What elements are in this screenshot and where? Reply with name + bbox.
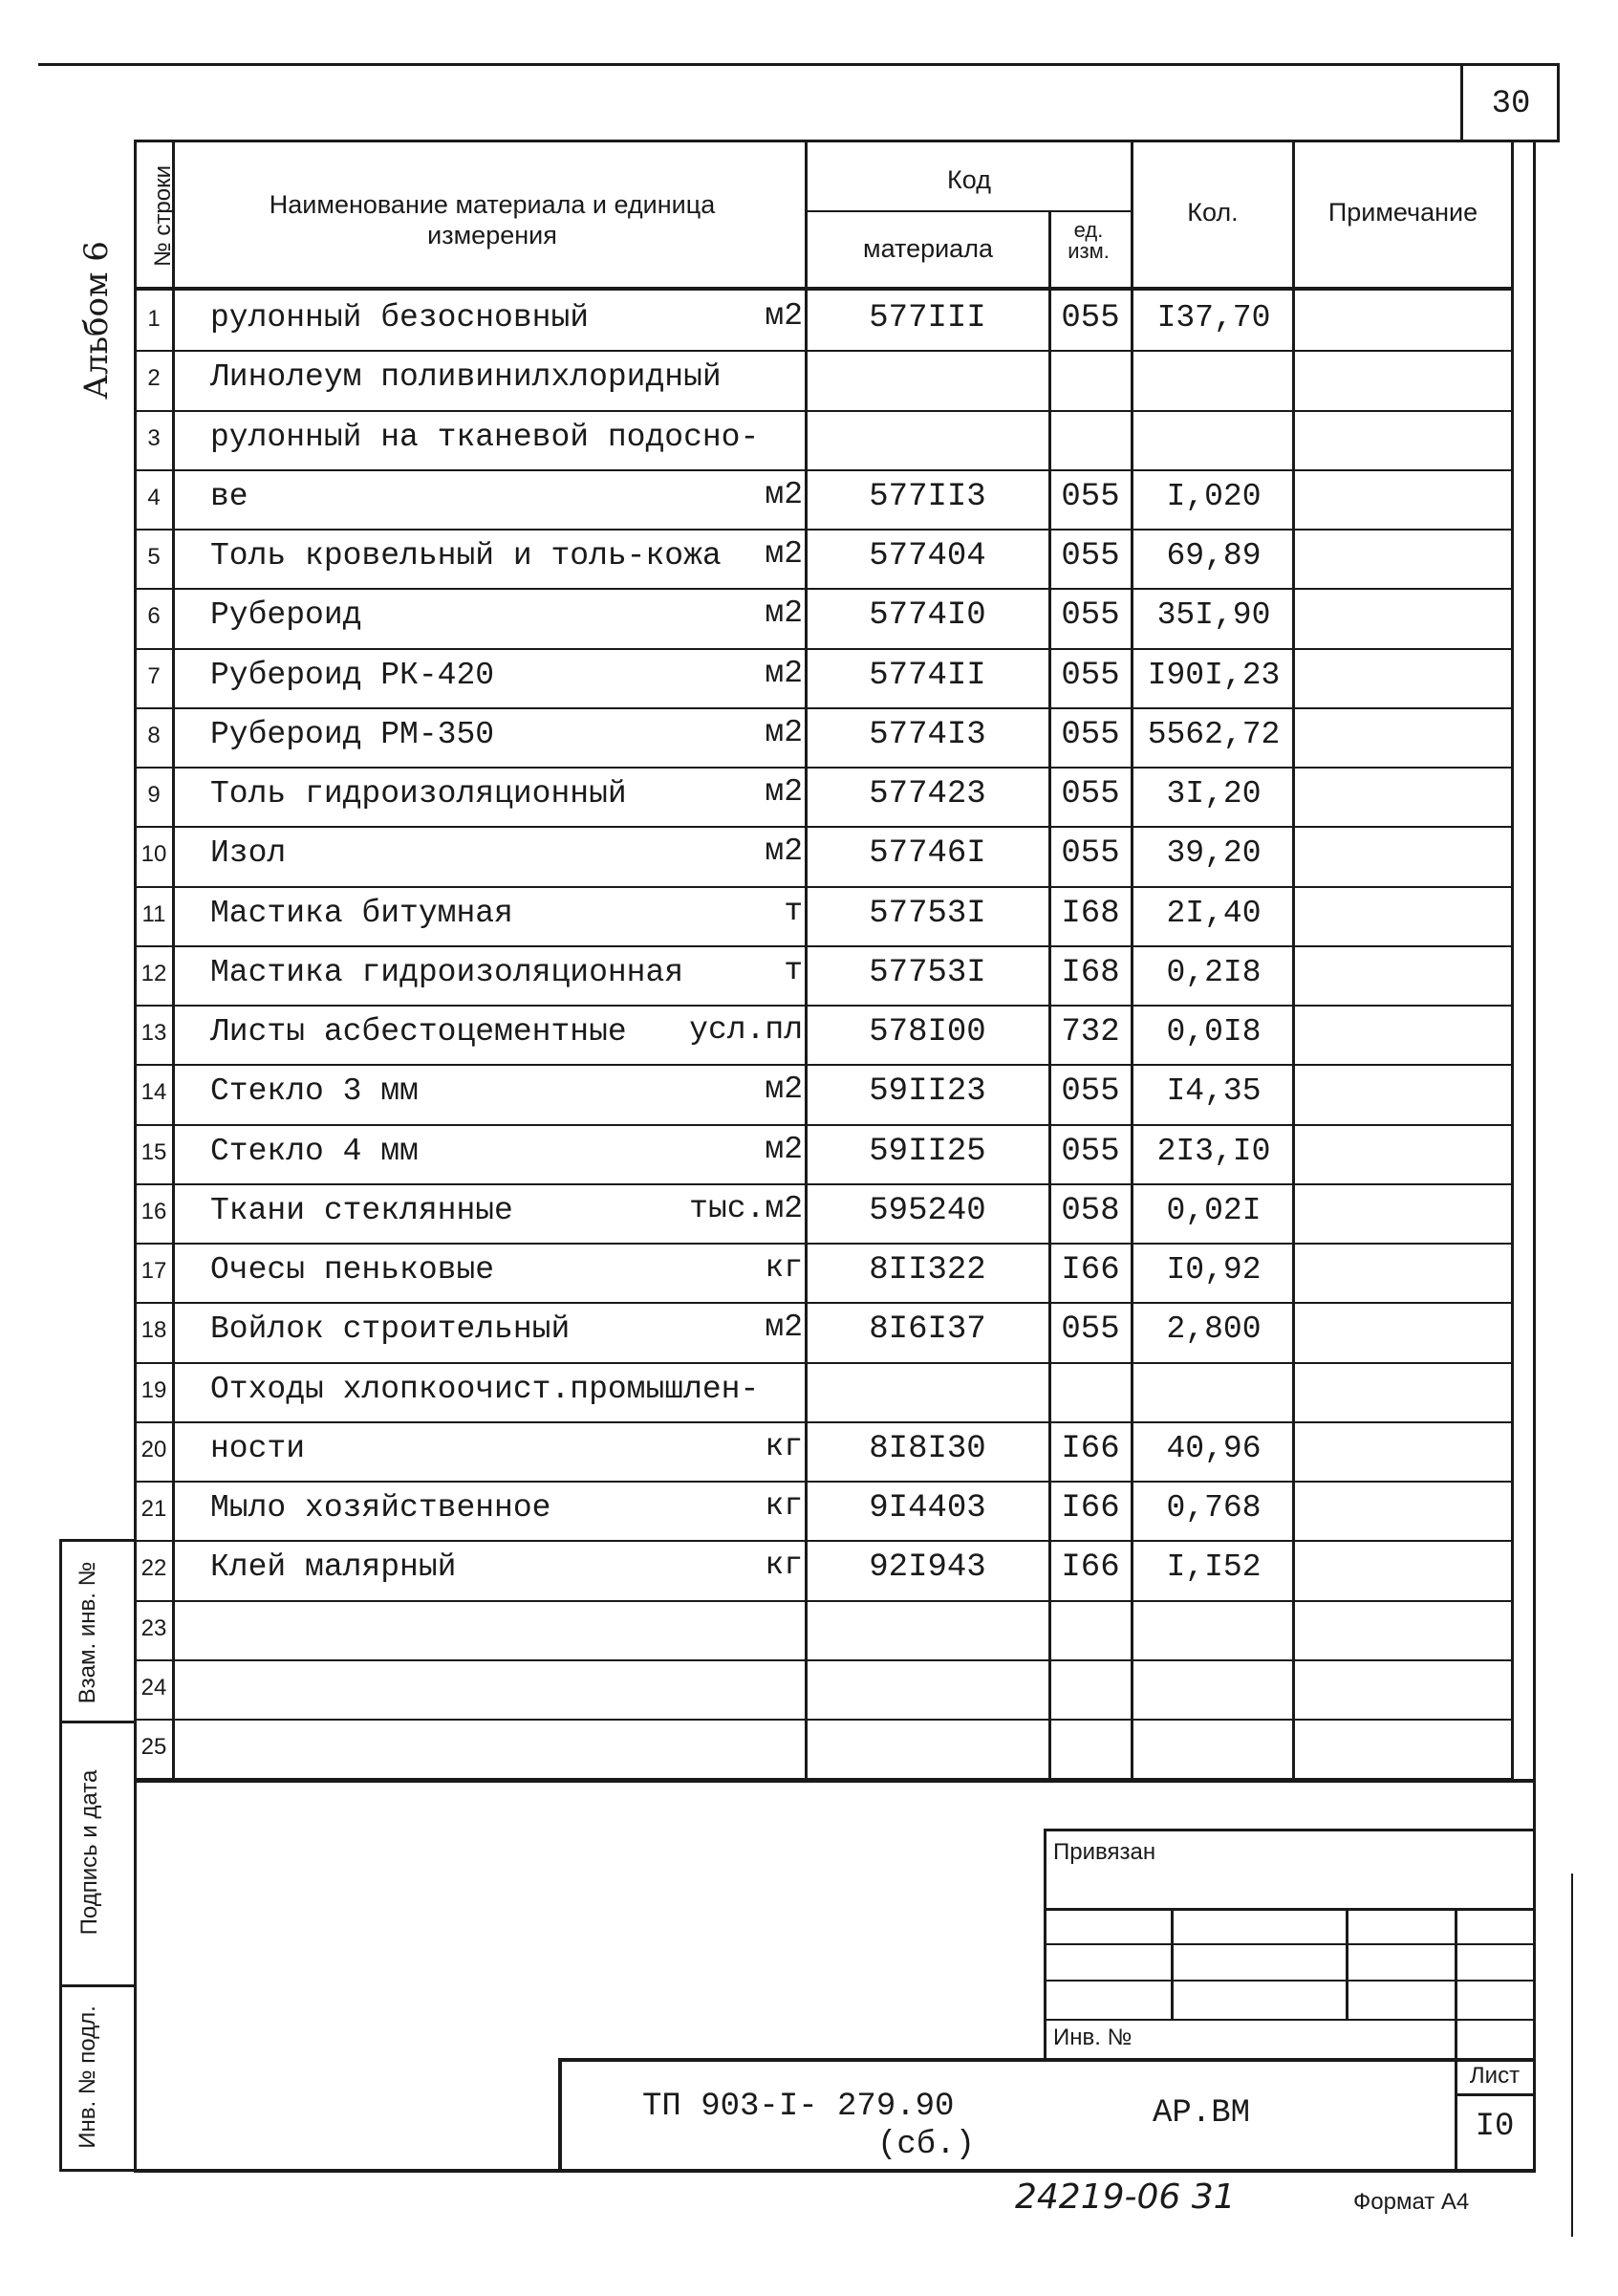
row-number: 18 [140, 1317, 167, 1343]
unit-code: I66 [1061, 1252, 1120, 1289]
table-top-line [134, 140, 1560, 142]
material-unit: кг [765, 1488, 803, 1524]
row-separator [134, 826, 1514, 828]
material-code: 59II25 [869, 1134, 986, 1170]
quantity: 0,2I8 [1166, 955, 1262, 990]
row-number: 13 [140, 1020, 167, 1046]
inv-no-label: Инв. № [1053, 2025, 1133, 2050]
material-code: 577423 [869, 776, 986, 812]
row-number: 22 [140, 1555, 167, 1581]
row-separator [134, 1302, 1514, 1304]
row-separator [134, 1421, 1514, 1423]
unit-code: I66 [1061, 1549, 1120, 1586]
material-unit: тыс.м2 [689, 1191, 803, 1226]
material-unit: м2 [765, 656, 803, 691]
row-number: 11 [141, 901, 166, 927]
quantity: I,020 [1166, 479, 1262, 514]
material-name: Отходы хлопкоочист.промышлен- [210, 1372, 760, 1407]
material-name: Рубероид РМ-350 [210, 717, 495, 752]
row-separator [134, 1659, 1514, 1661]
material-unit: м2 [765, 596, 803, 631]
privyazan-row2 [1044, 1943, 1533, 1945]
material-code: 577III [869, 300, 986, 336]
header-row-no: № строки [150, 165, 176, 268]
sheet-label: Лист [1469, 2063, 1521, 2089]
quantity: 2I,40 [1166, 896, 1262, 931]
material-code: 57753I [869, 896, 986, 932]
side-inv-podl: Инв. № подл. [75, 2005, 100, 2149]
page-number-box-right [1557, 63, 1560, 140]
row-separator [134, 1481, 1514, 1483]
material-unit: м2 [765, 298, 803, 334]
material-name: Толь гидроизоляционный [210, 776, 627, 812]
format-label: Формат А4 [1353, 2189, 1470, 2215]
row-separator [134, 1540, 1514, 1542]
row-separator [134, 1183, 1514, 1185]
quantity: 0,0I8 [1166, 1014, 1262, 1050]
row-separator [134, 707, 1514, 709]
material-name: ности [210, 1431, 306, 1466]
unit-code: I66 [1061, 1431, 1120, 1467]
row-number: 16 [140, 1199, 167, 1224]
privyazan-col2 [1346, 1908, 1348, 2019]
quantity: I0,92 [1166, 1252, 1262, 1288]
unit-code: 055 [1061, 479, 1120, 515]
material-unit: м2 [765, 834, 803, 869]
doc-sub: (сб.) [877, 2127, 976, 2163]
row-number: 9 [147, 782, 161, 808]
row-separator [134, 410, 1514, 412]
material-code: 8II322 [869, 1252, 986, 1289]
unit-code: 055 [1061, 1311, 1120, 1348]
quantity: 35I,90 [1156, 597, 1271, 633]
col-code-right [1048, 210, 1051, 1779]
quantity: 3I,20 [1166, 776, 1262, 812]
material-name: Мастика гидроизоляционная [210, 955, 684, 990]
row-number: 10 [140, 841, 167, 867]
row-number: 20 [140, 1437, 167, 1462]
quantity: 2I3,I0 [1156, 1134, 1271, 1169]
col-name-right [805, 140, 808, 1779]
material-code: 8I6I37 [869, 1311, 986, 1348]
row-number: 5 [147, 544, 161, 570]
material-name: Мыло хозяйственное [210, 1490, 551, 1526]
row-number: 4 [147, 485, 161, 510]
unit-code: 732 [1061, 1014, 1120, 1051]
row-number: 25 [140, 1734, 167, 1760]
row-separator [134, 1005, 1514, 1007]
material-code: 5774I3 [869, 717, 986, 753]
row-number: 12 [140, 961, 167, 986]
row-separator [134, 1719, 1514, 1721]
side-vzam-inv: Взам. инв. № [75, 1561, 100, 1704]
unit-code: 055 [1061, 658, 1120, 694]
row-separator [134, 1600, 1514, 1602]
header-code-material: материала [863, 234, 993, 263]
row-separator [134, 350, 1514, 352]
material-unit: т [784, 894, 803, 929]
unit-code: 055 [1061, 717, 1120, 753]
material-name: Войлок строительный [210, 1311, 571, 1347]
material-unit: м2 [765, 477, 803, 512]
quantity: 2,800 [1166, 1311, 1262, 1347]
material-unit: т [784, 953, 803, 988]
material-name: Стекло 4 мм [210, 1134, 419, 1169]
material-unit: м2 [765, 715, 803, 750]
material-unit: м2 [765, 1310, 803, 1345]
material-code: 577404 [869, 538, 986, 574]
quantity: 0,02I [1166, 1193, 1262, 1228]
material-code: 578I00 [869, 1014, 986, 1051]
material-name: Мастика битумная [210, 896, 513, 931]
row-number: 21 [140, 1496, 167, 1522]
material-name: рулонный на тканевой подосно- [210, 420, 760, 455]
frame-right-line [1511, 140, 1514, 1779]
row-separator [134, 1124, 1514, 1126]
col-qty-right [1292, 140, 1295, 1779]
row-number: 23 [140, 1615, 167, 1641]
unit-code: 055 [1061, 300, 1120, 336]
material-code: 5774II [869, 658, 986, 694]
doc-section: АР.ВМ [1153, 2095, 1251, 2132]
title-bottom-line [134, 2169, 1536, 2173]
quantity: I37,70 [1156, 300, 1271, 336]
page-number: 30 [1491, 86, 1531, 122]
table-bottom-line [134, 1779, 1533, 1783]
material-name: Ткани стеклянные [210, 1193, 513, 1228]
unit-code: 055 [1061, 776, 1120, 812]
privyazan-label: Привязан [1053, 1839, 1156, 1865]
code-subheader-line [805, 210, 1131, 212]
unit-code: 055 [1061, 1134, 1120, 1170]
row-separator [134, 469, 1514, 471]
material-code: 5774I0 [869, 597, 986, 634]
unit-code: I68 [1061, 955, 1120, 991]
side-stamp-left [59, 1539, 62, 2172]
material-unit: кг [765, 1250, 803, 1286]
unit-code: 058 [1061, 1193, 1120, 1229]
row-number: 1 [147, 306, 161, 332]
material-name: Линолеум поливинилхлоридный [210, 359, 722, 395]
row-separator [134, 886, 1514, 888]
material-code: 59II23 [869, 1073, 986, 1110]
material-name: Листы асбестоцементные [210, 1014, 627, 1050]
row-separator [134, 1064, 1514, 1066]
material-name: Рубероид РК-420 [210, 658, 495, 693]
row-number: 8 [147, 723, 161, 748]
quantity: 40,96 [1166, 1431, 1262, 1466]
material-unit: кг [765, 1429, 803, 1464]
quantity: 5562,72 [1147, 717, 1281, 752]
unit-code: 055 [1061, 1073, 1120, 1110]
col-unit-right [1131, 140, 1133, 1779]
doc-code: ТП 903-I- 279.90 [642, 2089, 955, 2125]
material-name: Клей малярный [210, 1549, 457, 1585]
material-code: 57746I [869, 835, 986, 872]
right-margin-line [1571, 1874, 1573, 2237]
sheet-number: I0 [1475, 2109, 1515, 2145]
material-unit: усл.пл [689, 1012, 803, 1048]
material-name: Стекло 3 мм [210, 1073, 419, 1109]
unit-code: I66 [1061, 1490, 1120, 1527]
row-separator [134, 1243, 1514, 1245]
row-separator [134, 588, 1514, 590]
row-number: 15 [140, 1139, 167, 1165]
quantity: 69,89 [1166, 538, 1262, 574]
row-number: 14 [140, 1079, 167, 1105]
privyazan-col3 [1455, 1908, 1457, 2060]
material-name: Изол [210, 835, 287, 871]
material-code: 8I8I30 [869, 1431, 986, 1467]
side-podpis: Подпись и дата [76, 1769, 102, 1936]
row-number: 24 [140, 1675, 167, 1700]
material-code: 577II3 [869, 479, 986, 515]
col-rownum-right [172, 140, 175, 1779]
header-code: Код [947, 165, 991, 194]
privyazan-row4 [1044, 2019, 1533, 2021]
material-unit: м2 [765, 536, 803, 572]
material-code: 9I4403 [869, 1490, 986, 1527]
material-code: 92I943 [869, 1549, 986, 1586]
quantity: I4,35 [1166, 1073, 1262, 1109]
material-name: Очесы пеньковые [210, 1252, 495, 1288]
title-left-line [558, 2058, 562, 2172]
row-number: 17 [140, 1258, 167, 1284]
material-unit: кг [765, 1548, 803, 1583]
page-number-box-left [1460, 63, 1463, 140]
header-qty: Кол. [1187, 198, 1239, 227]
row-separator [134, 1362, 1514, 1364]
quantity: 39,20 [1166, 835, 1262, 871]
row-separator [134, 529, 1514, 531]
privyazan-top [1044, 1829, 1533, 1831]
privyazan-row1 [1044, 1908, 1533, 1911]
row-number: 19 [140, 1377, 167, 1403]
material-name: Толь кровельный и толь-кожа [210, 538, 722, 574]
row-number: 7 [147, 663, 161, 689]
unit-code: 055 [1061, 835, 1120, 872]
sheet-row-line [1455, 2093, 1536, 2096]
privyazan-row3 [1044, 1980, 1533, 1982]
outer-right-line [1533, 140, 1536, 2172]
album-label: Альбом 6 [77, 241, 116, 400]
header-note: Примечание [1327, 198, 1478, 227]
privyazan-col1 [1171, 1908, 1174, 2019]
material-code: 57753I [869, 955, 986, 991]
material-name: Рубероид [210, 597, 362, 633]
material-unit: м2 [765, 1072, 803, 1107]
header-name: Наименование материала и единица измерения [269, 190, 716, 250]
header-code-unit: ед. изм. [1068, 218, 1110, 263]
material-unit: м2 [765, 774, 803, 810]
row-separator [134, 945, 1514, 947]
material-code: 595240 [869, 1193, 986, 1229]
quantity: I,I52 [1166, 1549, 1262, 1585]
row-separator [134, 648, 1514, 650]
material-unit: м2 [765, 1132, 803, 1167]
unit-code: I68 [1061, 896, 1120, 932]
material-name: рулонный безосновный [210, 300, 590, 336]
material-name: ве [210, 479, 248, 514]
row-number: 2 [147, 365, 161, 391]
unit-code: 055 [1061, 538, 1120, 574]
unit-code: 055 [1061, 597, 1120, 634]
quantity: 0,768 [1166, 1490, 1262, 1526]
row-number: 3 [147, 425, 161, 451]
header-bottom-line [134, 287, 1514, 291]
title-top-line [558, 2058, 1533, 2062]
quantity: I90I,23 [1147, 658, 1281, 693]
handwritten-number: 24219-06 31 [1015, 2177, 1236, 2217]
top-border [38, 63, 1560, 66]
row-separator [134, 767, 1514, 769]
row-number: 6 [147, 603, 161, 629]
